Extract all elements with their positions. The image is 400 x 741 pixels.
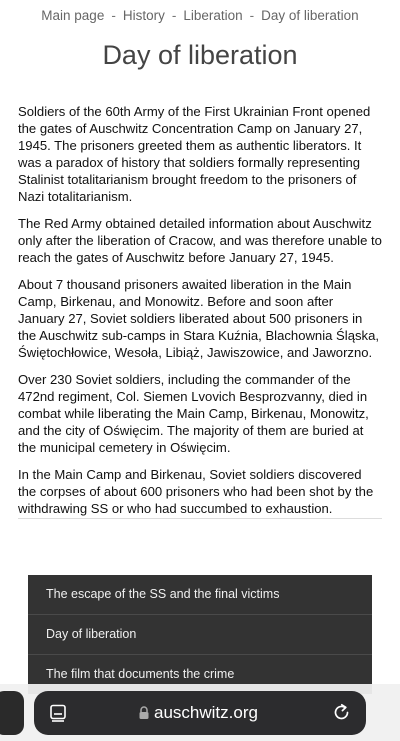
breadcrumb-history[interactable]: History <box>122 8 165 23</box>
menu-item-film-documents-crime[interactable]: The film that documents the crime <box>46 667 235 681</box>
article-paragraph: Soldiers of the 60th Army of the First Ukrainian Front opened the gates of Auschwitz Concentration Camp on January 27, 1945. The prisoners greeted them as authentic liberators. It was a paradox of history that soldiers formally representing Stalinist totalitarianism brought freedom to the prisoners of Nazi totalitarianism. <box>18 104 371 204</box>
article-body <box>18 103 382 527</box>
menu-item-escape-of-ss[interactable]: The escape of the SS and the final victims <box>28 575 372 615</box>
lock-icon <box>138 706 150 725</box>
reload-icon[interactable] <box>332 702 352 729</box>
content-divider <box>18 518 382 519</box>
article-paragraph: About 7 thousand prisoners awaited liberation in the Main Camp, Birkenau, and Monowitz. Before and soon after January 27, Soviet soldiers liberated about 500 prisoners in the Auschwitz sub-camps in Stara Kuźnia, Blachownia Śląska, Świętochłowice, Wesoła, Libiąż, Jawiszowice, and Jaworzno. <box>18 277 379 360</box>
breadcrumb-main-page[interactable]: Main page <box>41 8 105 23</box>
menu-item-day-of-liberation[interactable]: Day of liberation <box>28 615 372 655</box>
article-paragraph: In the Main Camp and Birkenau, Soviet soldiers discovered the corpses of about 600 prisoners who had been shot by the withdrawing SS or who had succumbed to exhaustion. <box>18 467 374 516</box>
section-menu <box>28 575 372 694</box>
url-text[interactable]: auschwitz.org <box>154 703 258 722</box>
breadcrumb-separator: - <box>171 8 177 23</box>
article-paragraph: Over 230 Soviet soldiers, including the commander of the 472nd regiment, Col. Siemen Lvovich Besprozvanny, died in combat while liberating the Main Camp, Birkenau, Monowitz, and the city of Oświęcim. The majority of them are buried at the municipal cemetery in Oświęcim. <box>18 372 369 455</box>
address-bar[interactable] <box>34 691 366 735</box>
browser-toolbar <box>0 684 400 741</box>
breadcrumb-separator: - <box>249 8 255 23</box>
page-title: Day of liberation <box>102 40 298 70</box>
breadcrumb-liberation[interactable]: Liberation <box>183 8 243 23</box>
tabs-icon[interactable] <box>48 703 68 728</box>
article-paragraph: The Red Army obtained detailed information about Auschwitz only after the liberation of Cracow, and was therefore unable to reach the gates of Auschwitz before January 27, 1945. <box>18 216 382 265</box>
breadcrumb-separator: - <box>111 8 116 23</box>
previous-tab-preview[interactable] <box>0 691 24 735</box>
breadcrumb <box>0 8 400 23</box>
breadcrumb-day-of-liberation[interactable]: Day of liberation <box>261 8 359 23</box>
